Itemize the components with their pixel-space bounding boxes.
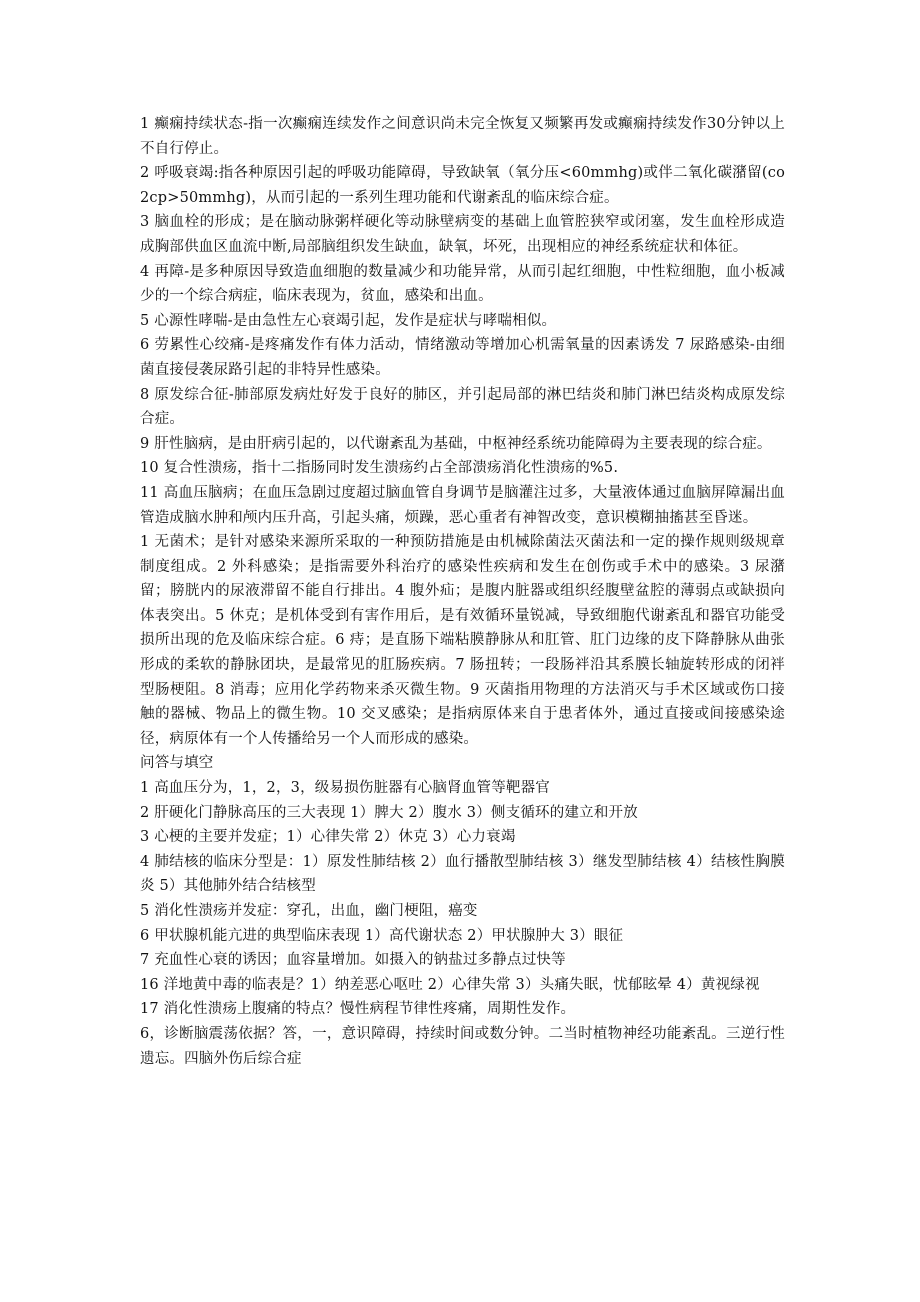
section-heading: 问答与填空 bbox=[140, 755, 214, 772]
qa-item-16: 16 洋地黄中毒的临表是？1）纳差恶心呕吐 2）心律失常 3）头痛失眠，忧郁眩晕 4）黄视绿视 bbox=[140, 976, 760, 993]
qa-item-5: 5 消化性溃疡并发症：穿孔，出血，幽门梗阻，癌变 bbox=[140, 903, 478, 919]
qa-item-1: 1 高血压分为，1，2，3，级易损伤脏器有心脑肾血管等靶器官 bbox=[140, 780, 551, 797]
qa-item-3: 3 心梗的主要并发症；1）心律失常 2）休克 3）心力衰竭 bbox=[140, 829, 516, 846]
paragraph-9: 9 肝性脑病，是由肝病引起的，以代谢紊乱为基础，中枢神经系统功能障碍为主要表现的综合症。 bbox=[140, 435, 772, 452]
qa-item-7: 7 充血性心衰的诱因；血容量增加。如摄入的钠盐过多静点过快等 bbox=[140, 952, 566, 969]
qa-item-6: 6 甲状腺机能亢进的典型临床表现 1）高代谢状态 2）甲状腺肿大 3）眼征 bbox=[140, 927, 624, 944]
paragraph-3: 3 脑血栓的形成；是在脑动脉粥样硬化等动脉壁病变的基础上血管腔狭窄或闭塞，发生血栓形成造成胸部供血区血流中断,局部脑组织发生缺血，缺氧，坏死，出现相应的神经系统症状和体征。 bbox=[140, 214, 785, 255]
qa-item-2: 2 肝硬化门静脉高压的三大表现 1）脾大 2）腹水 3）侧支循环的建立和开放 bbox=[140, 804, 638, 821]
qa-item-17: 17 消化性溃疡上腹痛的特点？慢性病程节律性疼痛，周期性发作。 bbox=[140, 1001, 576, 1018]
paragraph-5: 5 心源性哮喘-是由急性左心衰竭引起，发作是症状与哮喘相似。 bbox=[140, 312, 557, 329]
document-body bbox=[140, 112, 785, 1071]
paragraph-4: 4 再障-是多种原因导致造血细胞的数量减少和功能异常，从而引起红细胞，中性粒细胞，血小板减少的一个综合病症，临床表现为，贫血，感染和出血。 bbox=[140, 263, 785, 305]
paragraph-1: 1 癫痫持续状态-指一次癫痫连续发作之间意识尚未完全恢复又频繁再发或癫痫持续发作30分钟以上不自行停止。 bbox=[140, 116, 785, 157]
paragraph-6: 6 劳累性心绞痛-是疼痛发作有体力活动，情绪激动等增加心机需氧量的因素诱发 7 尿路感染-由细菌直接侵袭尿路引起的非特异性感染。 bbox=[140, 337, 785, 378]
paragraph-11: 11 高血压脑病；在血压急剧过度超过脑血管自身调节是脑灌注过多，大量液体通过血脑屏障漏出血管造成脑水肿和颅内压升高，引起头痛，烦躁，恶心重者有神智改变，意识模糊抽搐甚至昏迷。 bbox=[140, 484, 785, 526]
qa-item-4: 4 肺结核的临床分型是：1）原发性肺结核 2）血行播散型肺结核 3）继发型肺结核 4）结核性胸膜炎 5）其他肺外结合结核型 bbox=[140, 853, 785, 895]
paragraph-8: 8 原发综合征-肺部原发病灶好发于良好的肺区，并引起局部的淋巴结炎和肺门淋巴结炎构成原发综合症。 bbox=[140, 386, 785, 428]
paragraph-10: 10 复合性溃疡，指十二指肠同时发生溃疡约占全部溃疡消化性溃疡的%5. bbox=[140, 460, 619, 477]
paragraph-2: 2 呼吸衰竭:指各种原因引起的呼吸功能障碍，导致缺氧（氧分压<60mmhg)或伴二氧化碳潴留(co2cp>50mmhg)，从而引起的一系列生理功能和代谢紊乱的临床综合症。 bbox=[140, 165, 785, 206]
surgery-terms-paragraph: 1 无菌术；是针对感染来源所采取的一种预防措施是由机械除菌法灭菌法和一定的操作规则级规章制度组成。2 外科感染；是指需要外科治疗的感染性疾病和发生在创伤或手术中的感染。3 尿潴留；膀胱内的尿液滞留不能自行排出。4 腹外疝；是腹内脏器或组织经腹壁盆腔的薄弱点或缺损向体表突出。5 休克；是机体受到有害作用后，是有效循环量锐减，导致细胞代谢紊乱和器官功能受损所出现的危及临床综合症。6 痔；是直肠下端粘膜静脉从和肛管、肛门边缘的皮下降静脉从曲张形成的柔软的静脉团块，是最常见的肛肠疾病。7 肠扭转；一段肠袢沿其系膜长轴旋转形成的闭袢型肠梗阻。8 消毒；应用化学药物来杀灭微生物。9 灭菌指用物理的方法消灭与手术区域或伤口接触的器械、物品上的微生物。10 交叉感染；是指病原体来自于患者体外，通过直接或间接感染途径，病原体有一个人传播给另一个人而形成的感染。 bbox=[140, 534, 785, 747]
qa-item-concussion: 6，诊断脑震荡依据？答，一，意识障碍，持续时间或数分钟。二当时植物神经功能紊乱。三逆行性遗忘。四脑外伤后综合症 bbox=[140, 1025, 785, 1067]
